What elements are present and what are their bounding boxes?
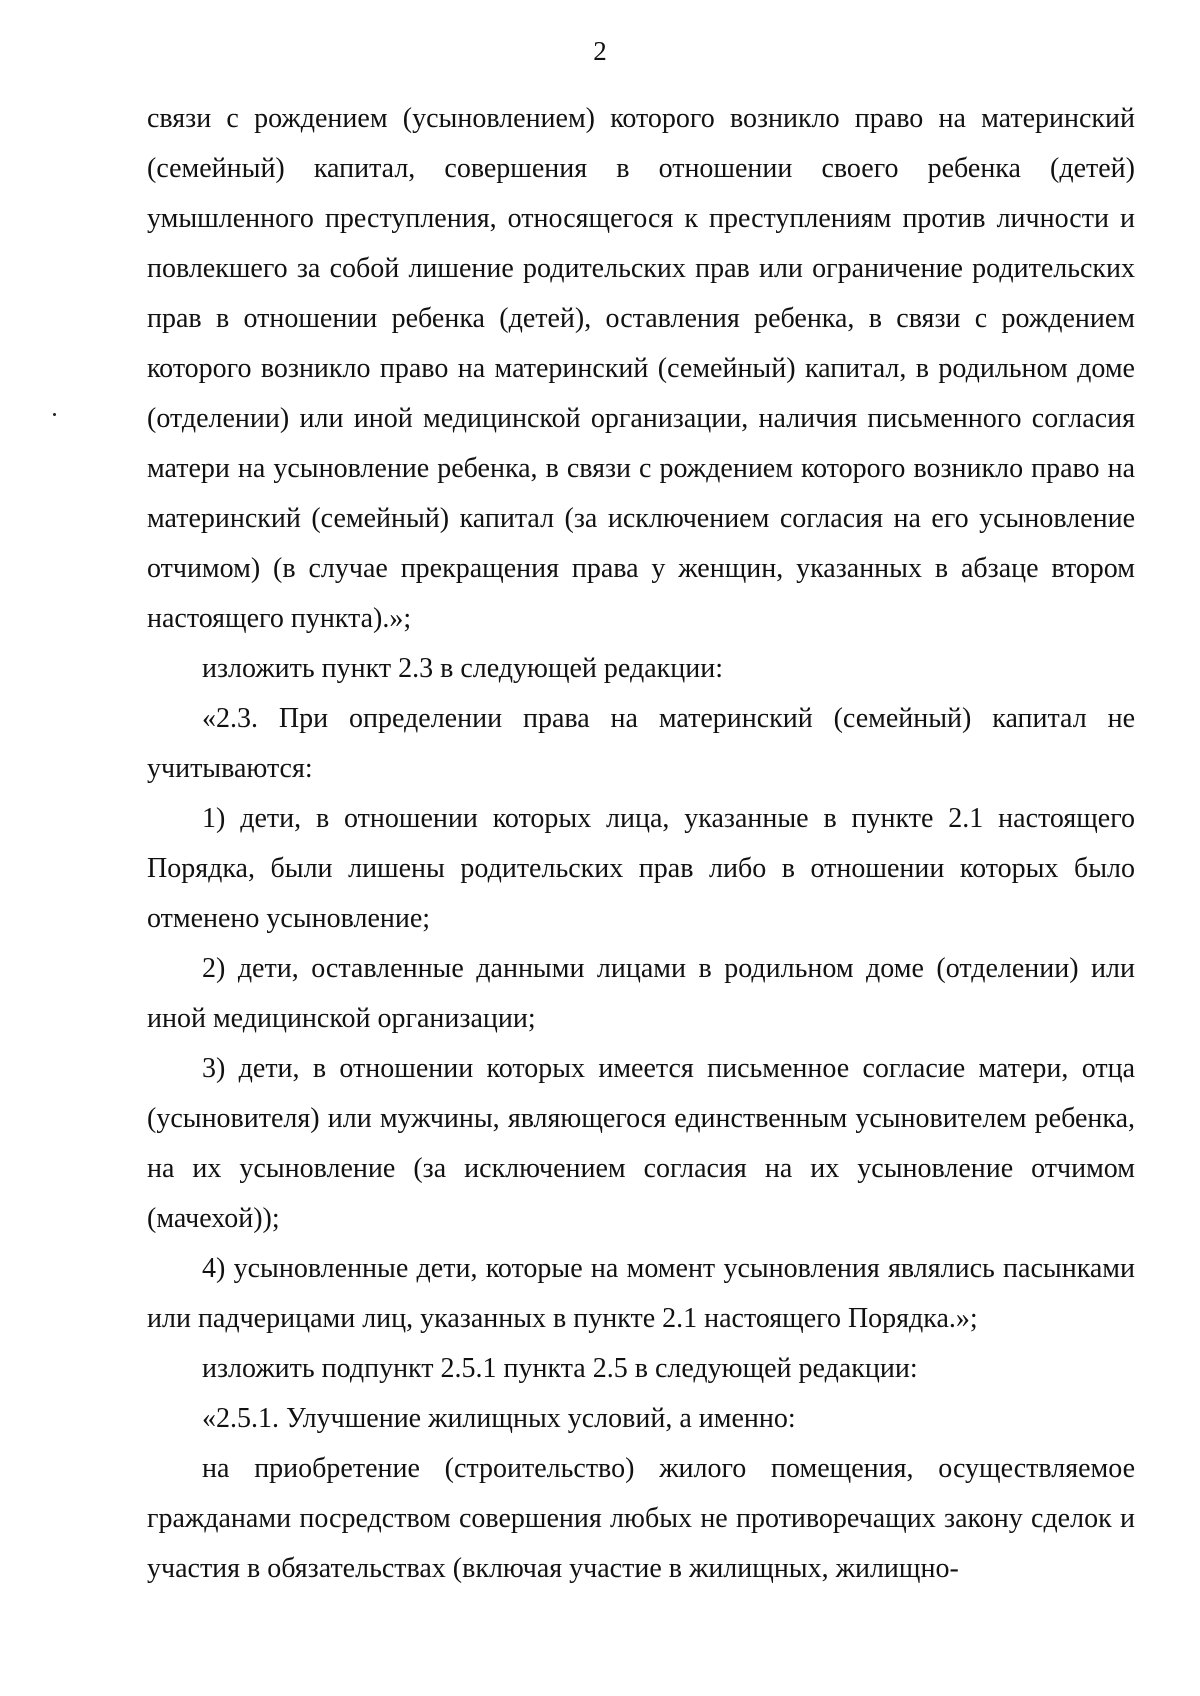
paragraph-10: на приобретение (строительство) жилого помещения, осуществляемое гражданами посредством совершения любых не противоречащих закону сделок и участия в обязательствах (включая участие в жилищных, жилищно- xyxy=(147,1453,1135,1584)
paragraph-6: 3) дети, в отношении которых имеется письменное согласие матери, отца (усыновителя) или мужчины, являющегося единственным усыновителем ребенка, на их усыновление (за исключением согласия на их усыновление отчимом (мачехой)); xyxy=(147,1053,1135,1234)
paragraph-7: 4) усыновленные дети, которые на момент усыновления являлись пасынками или падчерицами лиц, указанных в пункте 2.1 настоящего Порядка.»; xyxy=(147,1253,1135,1334)
paragraph-8: изложить подпункт 2.5.1 пункта 2.5 в следующей редакции: xyxy=(202,1353,918,1384)
paragraph-4: 1) дети, в отношении которых лица, указанные в пункте 2.1 настоящего Порядка, были лишены родительских прав либо в отношении которых было отменено усыновление; xyxy=(147,803,1135,934)
paragraph-5: 2) дети, оставленные данными лицами в родильном доме (отделении) или иной медицинской организации; xyxy=(147,953,1135,1034)
paragraph-9: «2.5.1. Улучшение жилищных условий, а именно: xyxy=(202,1403,796,1434)
paragraph-1: связи с рождением (усыновлением) которого возникло право на материнский (семейный) капитал, совершения в отношении своего ребенка (детей) умышленного преступления, относящегося к преступлениям против личности и повлекшего за собой лишение родительских прав или ограничение родительских прав в отношении ребенка (детей), оставления ребенка, в связи с рождением которого возникло право на материнский (семейный) капитал, в родильном доме (отделении) или иной медицинской организации, наличия письменного согласия матери на усыновление ребенка, в связи с рождением которого возникло право на материнский (семейный) капитал (за исключением согласия на его усыновление отчимом) (в случае прекращения права у женщин, указанных в абзаце втором настоящего пункта).»; xyxy=(147,103,1135,634)
document-body xyxy=(147,94,1135,1594)
page-number: 2 xyxy=(593,36,607,66)
scan-speck xyxy=(53,413,56,416)
paragraph-2: изложить пункт 2.3 в следующей редакции: xyxy=(202,653,723,684)
paragraph-3: «2.3. При определении права на материнский (семейный) капитал не учитываются: xyxy=(147,703,1135,784)
